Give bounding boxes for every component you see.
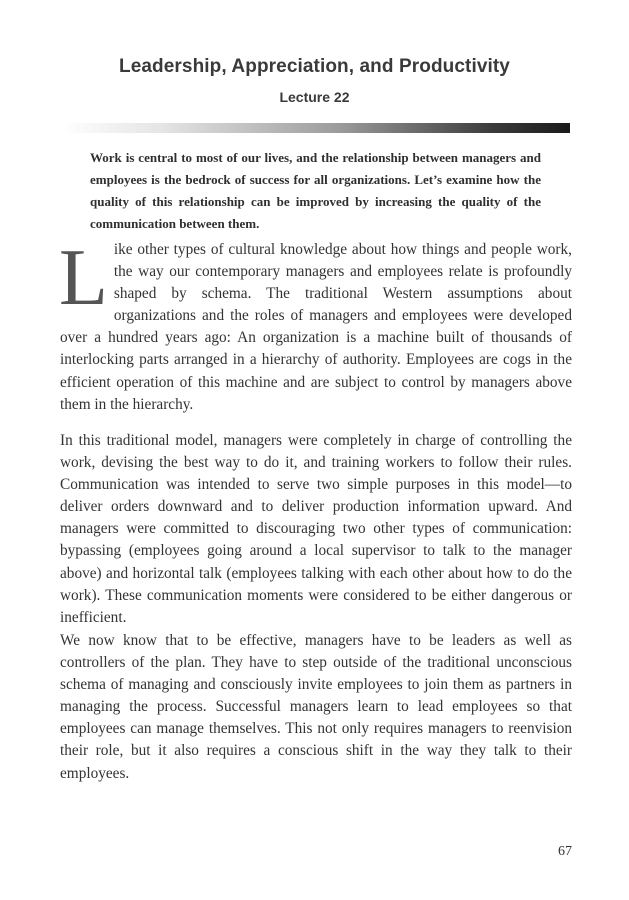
body-paragraph-1 [59, 234, 572, 416]
lecture-number: Lecture 22 [279, 89, 350, 105]
intro-summary: Work is central to most of our lives, and the relationship between managers and employees is the bedrock of success for all organizations. Let’s examine how the quality of this relationship can be improved by increasing the quality of the communication between them. [90, 150, 541, 231]
paragraph-text: ike other types of cultural knowledge about how things and people work, the way our contemporary managers and employees relate is profoundly shaped by schema. The traditional Western assumptions about organizations and the roles of managers and employees were developed over a hundred years ago: An organization is a machine built of thousands of interlocking parts arranged in a hierarchy of authority. Employees are cogs in the efficient operation of this machine and are subject to control by managers above them in the hierarchy. [60, 241, 572, 413]
page-number: 67 [558, 844, 572, 859]
gradient-divider [62, 123, 570, 133]
body-paragraph-2 [60, 430, 572, 629]
drop-cap-letter: L [59, 234, 108, 322]
body-paragraph-3 [60, 630, 572, 785]
paragraph-text: We now know that to be effective, managers have to be leaders as well as controllers of the plan. They have to step outside of the traditional unconscious schema of managing and consciously invite employees to join them as partners in managing the process. Successful managers learn to lead employees so that employees can manage themselves. This not only requires managers to reenvision their role, but it also requires a conscious shift in the way they talk to their employees. [60, 632, 572, 782]
paragraph-text: In this traditional model, managers were completely in charge of controlling the work, devising the best way to do it, and training workers to follow their rules. Communication was intended to serve two simple purposes in this model—to deliver orders downward and to deliver production information upward. And managers were committed to discouraging two other types of communication: bypassing (employees going around a local supervisor to talk to the manager above) and horizontal talk (employees talking with each other about how to do the work). These communication moments were considered to be either dangerous or inefficient. [60, 432, 572, 626]
chapter-title: Leadership, Appreciation, and Productivity [119, 56, 510, 77]
